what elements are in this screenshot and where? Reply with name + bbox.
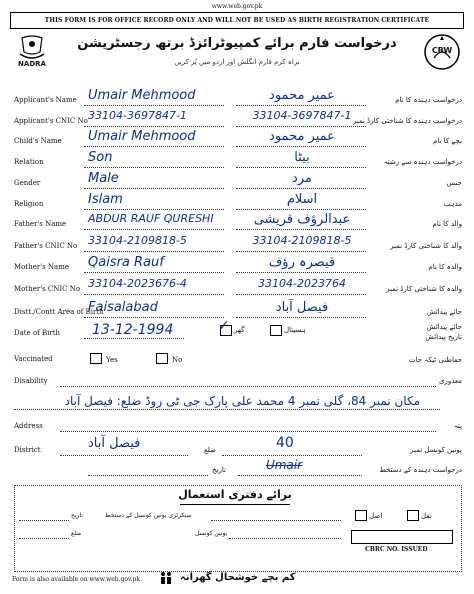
field-label-ur-1: درخواست دہندہ کا شناختی کارڈ نمبر bbox=[352, 117, 462, 125]
office-row1-date-ur: تاریخ bbox=[71, 512, 83, 519]
office-title-underline bbox=[180, 504, 290, 505]
field-label-ur-2: بچے کا نام bbox=[433, 137, 462, 145]
field-line-ur-3 bbox=[236, 167, 366, 168]
tick-home: ✓ bbox=[218, 318, 230, 334]
field-label-ur-8: والدہ کا نام bbox=[428, 263, 462, 271]
field-label-3: Relation bbox=[14, 158, 44, 166]
field-value-en-10[interactable]: Faisalabad bbox=[88, 300, 158, 315]
field-label-4: Gender bbox=[14, 179, 41, 187]
field-label-ur-10: جائے پیدائش bbox=[426, 308, 462, 316]
field-value-en-1[interactable]: 33104-3697847-1 bbox=[88, 109, 187, 122]
field-label-ur-6: والد کا نام bbox=[432, 220, 462, 228]
office-row2-district-ur: ضلع bbox=[71, 530, 82, 537]
field-line-ur-2 bbox=[236, 146, 366, 147]
dob-label: Date of Birth bbox=[14, 329, 61, 337]
header-notice-box bbox=[10, 12, 464, 29]
office-title-ur: برائے دفتری استعمال bbox=[178, 488, 292, 501]
field-value-ur-7[interactable]: 33104-2109818-5 bbox=[252, 234, 352, 247]
field-line-ur-4 bbox=[236, 188, 366, 189]
uc-label-ur: یونین کونسل نمبر bbox=[410, 446, 462, 454]
field-line-en-4 bbox=[84, 188, 224, 189]
field-label-2: Child's Name bbox=[14, 137, 62, 145]
field-label-ur-7: والد کا شناختی کارڈ نمبر bbox=[390, 242, 462, 250]
field-label-0: Applicant's Name bbox=[14, 96, 77, 104]
office-row2-label-ur: یونین کونسل bbox=[195, 530, 228, 537]
district-label: District bbox=[14, 446, 41, 454]
family-icon bbox=[158, 570, 174, 586]
disability-label: Disability bbox=[14, 377, 48, 385]
field-label-1: Applicant's CNIC No bbox=[14, 117, 88, 125]
office-row2-line bbox=[229, 538, 341, 539]
sign-label-ur: درخواست دہندہ کے دستخط bbox=[379, 466, 462, 474]
field-value-en-3[interactable]: Son bbox=[88, 150, 113, 165]
cbw-logo-text: CBW bbox=[431, 46, 453, 55]
field-label-ur-4: جنس bbox=[446, 179, 462, 187]
header-url: www.web.gov.pk bbox=[211, 3, 263, 10]
office-row1-label-ur: سیکرٹری یونین کونسل کے دستخط bbox=[105, 512, 192, 519]
field-line-ur-8 bbox=[236, 272, 366, 273]
option-home: گھر bbox=[234, 326, 245, 334]
field-value-ur-0[interactable]: عمیر محمود bbox=[269, 88, 335, 103]
office-row1-date-line bbox=[19, 520, 69, 521]
urdu-title: درخواست فارم برائے کمپیوٹرائزڈ برتھ رجسٹریشن bbox=[77, 36, 397, 51]
district-line bbox=[60, 455, 188, 456]
vaccinated-label-ur: حفاظتی ٹیکہ جات bbox=[408, 356, 462, 364]
field-line-ur-5 bbox=[236, 209, 366, 210]
address-value[interactable]: مکان نمبر 84، گلی نمبر 4 محمد علی پارک جی ٹی روڈ ضلع: فیصل آباد bbox=[64, 394, 420, 408]
field-value-ur-3[interactable]: بیٹا bbox=[294, 150, 310, 165]
footer-slogan: کم بچے خوشحال گھرانہ bbox=[180, 572, 296, 583]
field-label-ur-5: مذہب bbox=[443, 200, 462, 208]
cbw-logo bbox=[422, 32, 462, 72]
field-line-en-5 bbox=[84, 209, 224, 210]
field-value-en-9[interactable]: 33104-2023676-4 bbox=[88, 277, 187, 290]
field-value-ur-9[interactable]: 33104-2023764 bbox=[258, 277, 346, 290]
field-value-en-5[interactable]: Islam bbox=[88, 192, 123, 207]
field-line-ur-6 bbox=[236, 229, 366, 230]
field-line-en-0 bbox=[84, 105, 224, 106]
field-value-en-8[interactable]: Qaisra Rauf bbox=[88, 255, 164, 270]
disability-line bbox=[60, 386, 436, 387]
field-line-en-3 bbox=[84, 167, 224, 168]
field-label-5: Religion bbox=[14, 200, 44, 208]
field-value-en-6[interactable]: ABDUR RAUF QURESHI bbox=[88, 212, 214, 225]
field-value-ur-2[interactable]: عمیر محمود bbox=[269, 129, 335, 144]
field-line-en-2 bbox=[84, 146, 224, 147]
field-line-en-7 bbox=[84, 251, 224, 252]
cbrc-box[interactable] bbox=[351, 530, 453, 544]
nadra-logo bbox=[12, 32, 52, 72]
field-line-ur-10 bbox=[236, 317, 366, 318]
disability-label-ur: معذوری bbox=[438, 377, 462, 385]
checkbox-copy[interactable] bbox=[407, 510, 419, 521]
field-value-ur-8[interactable]: قیصرہ رؤف bbox=[268, 255, 336, 270]
field-line-ur-1 bbox=[236, 126, 366, 127]
field-value-en-0[interactable]: Umair Mehmood bbox=[88, 88, 196, 103]
field-value-en-2[interactable]: Umair Mehmood bbox=[88, 129, 196, 144]
field-line-en-6 bbox=[84, 229, 224, 230]
district-value[interactable]: فیصل آباد bbox=[88, 436, 141, 451]
header-notice: THIS FORM IS FOR OFFICE RECORD ONLY AND WILL NOT BE USED AS BIRTH REGISTRATION CERTIFICATE bbox=[44, 17, 430, 24]
field-label-9: Mother's CNIC No bbox=[14, 285, 81, 293]
field-line-ur-9 bbox=[236, 294, 366, 295]
field-label-ur-9: والدہ کا شناختی کارڈ نمبر bbox=[386, 285, 462, 293]
urdu-subtitle: براہ کرم فارم انگلش اور اردو میں پُر کریں bbox=[174, 58, 300, 66]
address-label-ur: پتہ bbox=[453, 422, 462, 430]
field-value-ur-6[interactable]: عبدالرؤف قریشی bbox=[253, 212, 351, 227]
field-line-en-8 bbox=[84, 272, 224, 273]
uc-number-value[interactable]: 40 bbox=[276, 435, 294, 451]
birth-place-options bbox=[196, 318, 346, 338]
office-row1-line bbox=[211, 520, 341, 521]
field-value-ur-5[interactable]: اسلام bbox=[286, 192, 318, 207]
district-mid-ur: ضلع bbox=[204, 446, 216, 454]
dob-label-ur: تاریخ پیدائش bbox=[425, 333, 462, 341]
address-line-2 bbox=[60, 431, 436, 432]
cbrc-label: CBRC NO. ISSUED bbox=[365, 546, 428, 553]
field-value-en-4[interactable]: Male bbox=[88, 171, 119, 186]
footer-note: Form is also available on www.web.gov.pk bbox=[12, 576, 141, 583]
checkbox-vaccinated-no[interactable] bbox=[156, 353, 168, 364]
checkbox-hospital[interactable] bbox=[270, 325, 282, 336]
field-line-ur-0 bbox=[236, 105, 366, 106]
field-label-7: Father's CNIC No bbox=[14, 242, 78, 250]
address-label: Address bbox=[14, 422, 43, 430]
vaccinated-label: Vaccinated bbox=[14, 355, 53, 363]
field-label-ur-0: درخواست دہندہ کا نام bbox=[395, 96, 462, 104]
field-line-en-10 bbox=[84, 317, 224, 318]
address-line-1 bbox=[14, 409, 440, 410]
place-label-ur: جائے پیدائش bbox=[426, 323, 462, 331]
field-value-en-7[interactable]: 33104-2109818-5 bbox=[88, 234, 187, 247]
sign-date-ur: تاریخ bbox=[212, 466, 226, 474]
office-row2-district-line bbox=[19, 538, 69, 539]
uc-line bbox=[222, 455, 362, 456]
sign-line bbox=[238, 475, 362, 476]
field-value-ur-10[interactable]: فیصل آباد bbox=[275, 300, 329, 315]
nadra-logo-text: NADRA bbox=[18, 60, 46, 68]
option-hospital: ہسپتال bbox=[284, 326, 306, 334]
field-line-en-9 bbox=[84, 294, 224, 295]
vaccinated-no: No bbox=[172, 356, 183, 364]
field-label-10: Distt./Contt Area of Birth bbox=[14, 308, 104, 316]
field-label-8: Mother's Name bbox=[14, 263, 70, 271]
dob-value[interactable]: 13-12-1994 bbox=[92, 322, 174, 338]
field-line-ur-7 bbox=[236, 251, 366, 252]
signature-value[interactable]: Umair bbox=[266, 458, 303, 472]
field-line-en-1 bbox=[84, 126, 224, 127]
field-label-ur-3: درخواست دہندہ سے رشتہ bbox=[383, 158, 462, 166]
field-label-6: Father's Name bbox=[14, 220, 67, 228]
dob-line bbox=[84, 338, 184, 339]
checkbox-vaccinated-yes[interactable] bbox=[90, 353, 102, 364]
office-use-box bbox=[14, 485, 462, 572]
option-original: اصل bbox=[369, 512, 383, 520]
field-value-ur-4[interactable]: مرد bbox=[292, 171, 312, 186]
option-copy: نقل bbox=[421, 512, 432, 520]
vaccinated-yes: Yes bbox=[106, 356, 118, 364]
field-value-ur-1[interactable]: 33104-3697847-1 bbox=[252, 109, 352, 122]
checkbox-original[interactable] bbox=[355, 510, 367, 521]
sign-date-line bbox=[88, 475, 208, 476]
